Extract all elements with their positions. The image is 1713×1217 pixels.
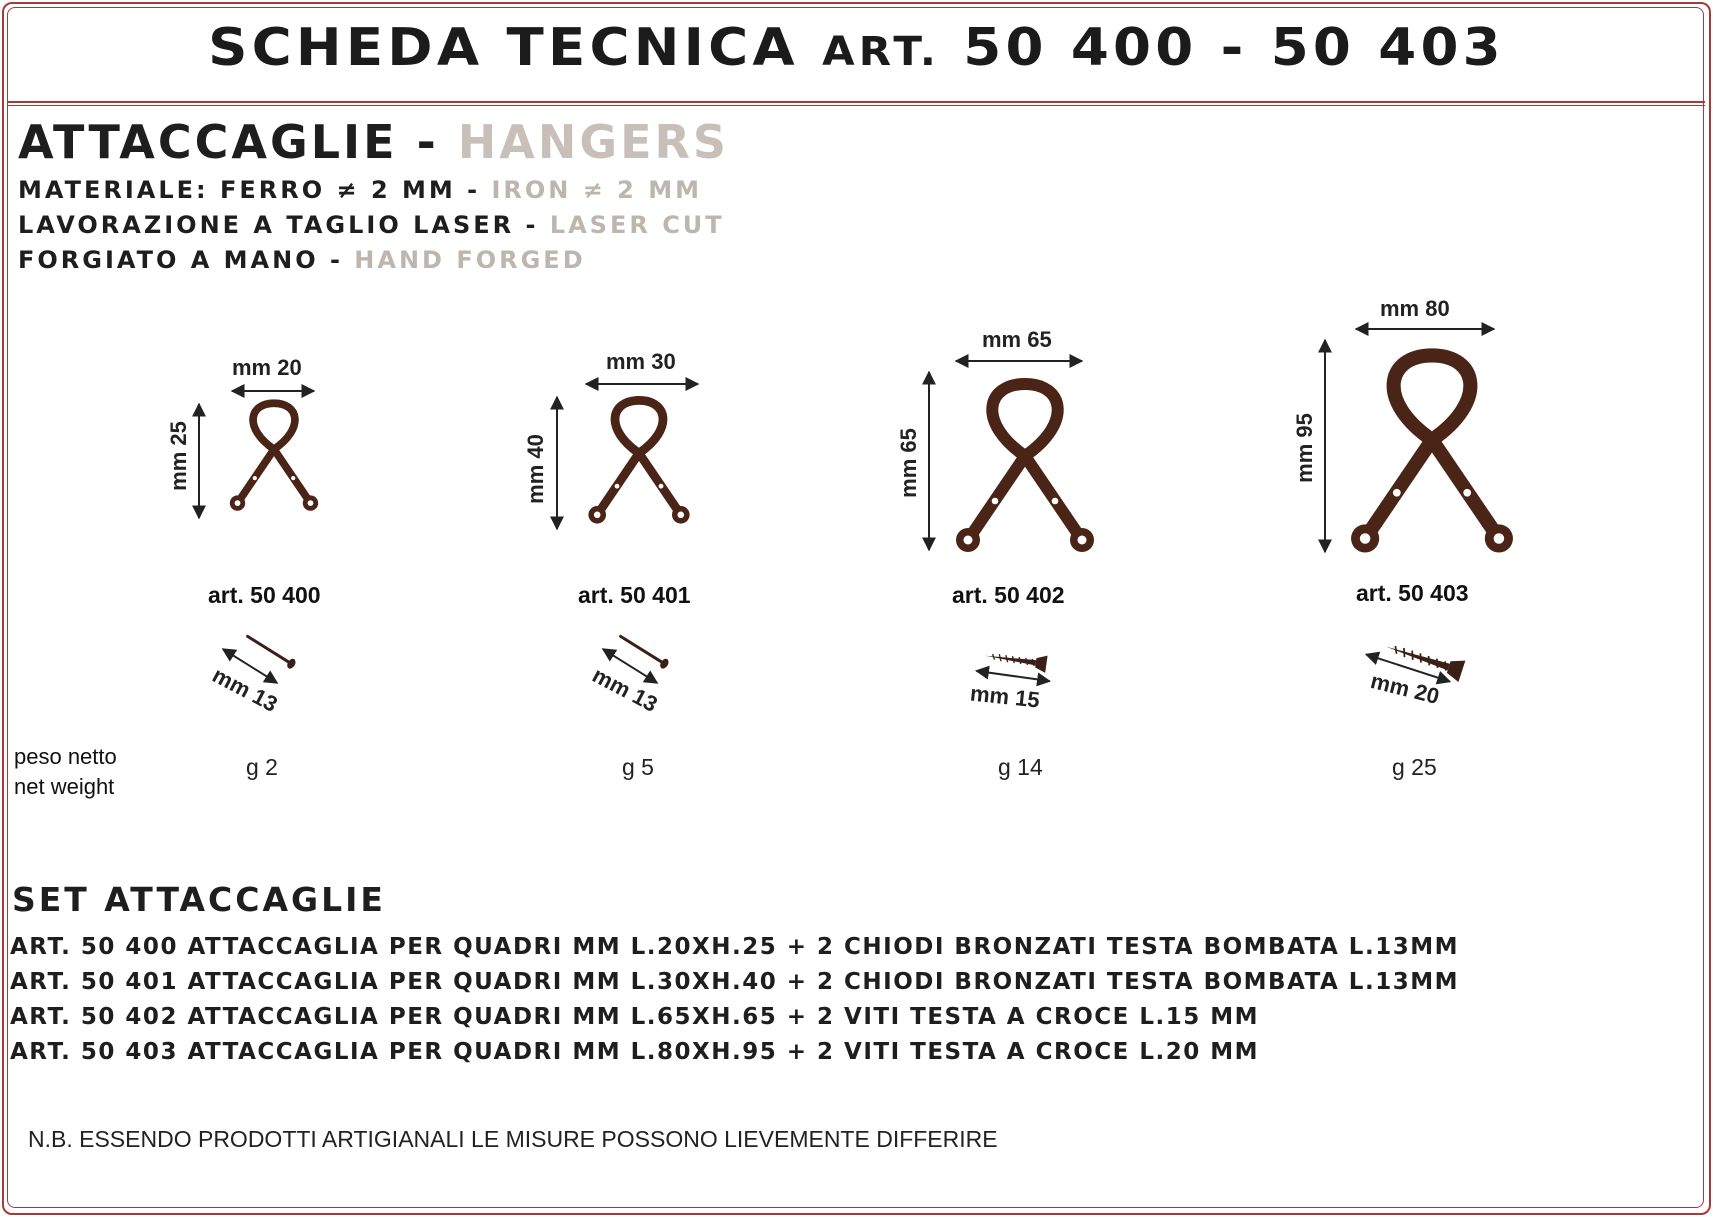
set-title: SET ATTACCAGLIE <box>12 880 386 919</box>
width-arrow <box>228 384 318 398</box>
disclaimer-note: N.B. ESSENDO PRODOTTI ARTIGIANALI LE MISURE POSSONO LIEVEMENTE DIFFERIRE <box>28 1126 998 1152</box>
width-dimension: mm 30 <box>606 349 676 374</box>
product-weight: g 2 <box>246 754 278 780</box>
height-arrow <box>1318 336 1332 556</box>
title-main: SCHEDA TECNICA <box>208 18 799 78</box>
product-weight: g 14 <box>998 754 1043 780</box>
height-dimension: mm 25 <box>166 421 191 491</box>
fastener-length: mm 13 <box>208 662 282 717</box>
spec-forging-en: HAND FORGED <box>354 246 586 274</box>
fastener-length: mm 13 <box>588 662 662 717</box>
product-code: art. 50 401 <box>578 582 691 608</box>
set-row-50402: ART. 50 402 ATTACCAGLIA PER QUADRI MM L.65XH.65 + 2 VITI TESTA A CROCE L.15 MM <box>10 1004 1260 1030</box>
spec-material-en: IRON ≠ 2 MM <box>491 176 702 204</box>
spec-forging-it: FORGIATO A MANO - <box>18 246 343 274</box>
height-dimension: mm 65 <box>896 428 921 498</box>
spec-processing <box>18 211 725 239</box>
width-arrow <box>582 377 702 391</box>
width-dimension: mm 65 <box>982 327 1052 352</box>
weight-label <box>14 742 117 802</box>
set-row-50403: ART. 50 403 ATTACCAGLIA PER QUADRI MM L.80XH.95 + 2 VITI TESTA A CROCE L.20 MM <box>10 1039 1260 1065</box>
fastener-length: mm 20 <box>1368 667 1442 710</box>
set-row-50401: ART. 50 401 ATTACCAGLIA PER QUADRI MM L.30XH.40 + 2 CHIODI BRONZATI TESTA BOMBATA L.13MM <box>10 969 1459 995</box>
hanger-image <box>950 378 1100 558</box>
fastener-length: mm 15 <box>968 680 1041 713</box>
section-title <box>18 115 729 169</box>
hanger-image <box>584 396 694 528</box>
product-code: art. 50 403 <box>1356 580 1469 606</box>
section-title-it: ATTACCAGLIE - <box>18 115 439 169</box>
product-weight: g 5 <box>622 754 654 780</box>
hanger-image <box>226 398 322 516</box>
hanger-image <box>1344 348 1520 560</box>
spec-forging <box>18 246 586 274</box>
title-art: ART. <box>822 29 941 75</box>
document-title <box>0 18 1713 78</box>
height-dimension: mm 95 <box>1292 413 1317 483</box>
product-code: art. 50 400 <box>208 582 321 608</box>
width-arrow <box>952 354 1086 368</box>
section-title-en: HANGERS <box>457 115 730 169</box>
product-code: art. 50 402 <box>952 582 1065 608</box>
spec-material <box>18 176 702 204</box>
spec-processing-en: LASER CUT <box>549 211 725 239</box>
width-arrow <box>1352 322 1498 336</box>
header-divider <box>8 101 1705 103</box>
spec-material-it: MATERIALE: FERRO ≠ 2 MM - <box>18 176 481 204</box>
height-arrow <box>922 368 936 554</box>
spec-processing-it: LAVORAZIONE A TAGLIO LASER - <box>18 211 539 239</box>
height-arrow <box>192 400 206 522</box>
weight-label-it: peso netto <box>14 744 117 769</box>
height-dimension: mm 40 <box>523 434 548 504</box>
width-dimension: mm 80 <box>1380 296 1450 321</box>
width-dimension: mm 20 <box>232 355 302 380</box>
header-divider-thin <box>8 105 1705 106</box>
height-arrow <box>550 393 564 533</box>
product-weight: g 25 <box>1392 754 1437 780</box>
weight-label-en: net weight <box>14 774 115 799</box>
title-codes: 50 400 - 50 403 <box>963 18 1505 78</box>
set-row-50400: ART. 50 400 ATTACCAGLIA PER QUADRI MM L.20XH.25 + 2 CHIODI BRONZATI TESTA BOMBATA L.13MM <box>10 934 1459 960</box>
